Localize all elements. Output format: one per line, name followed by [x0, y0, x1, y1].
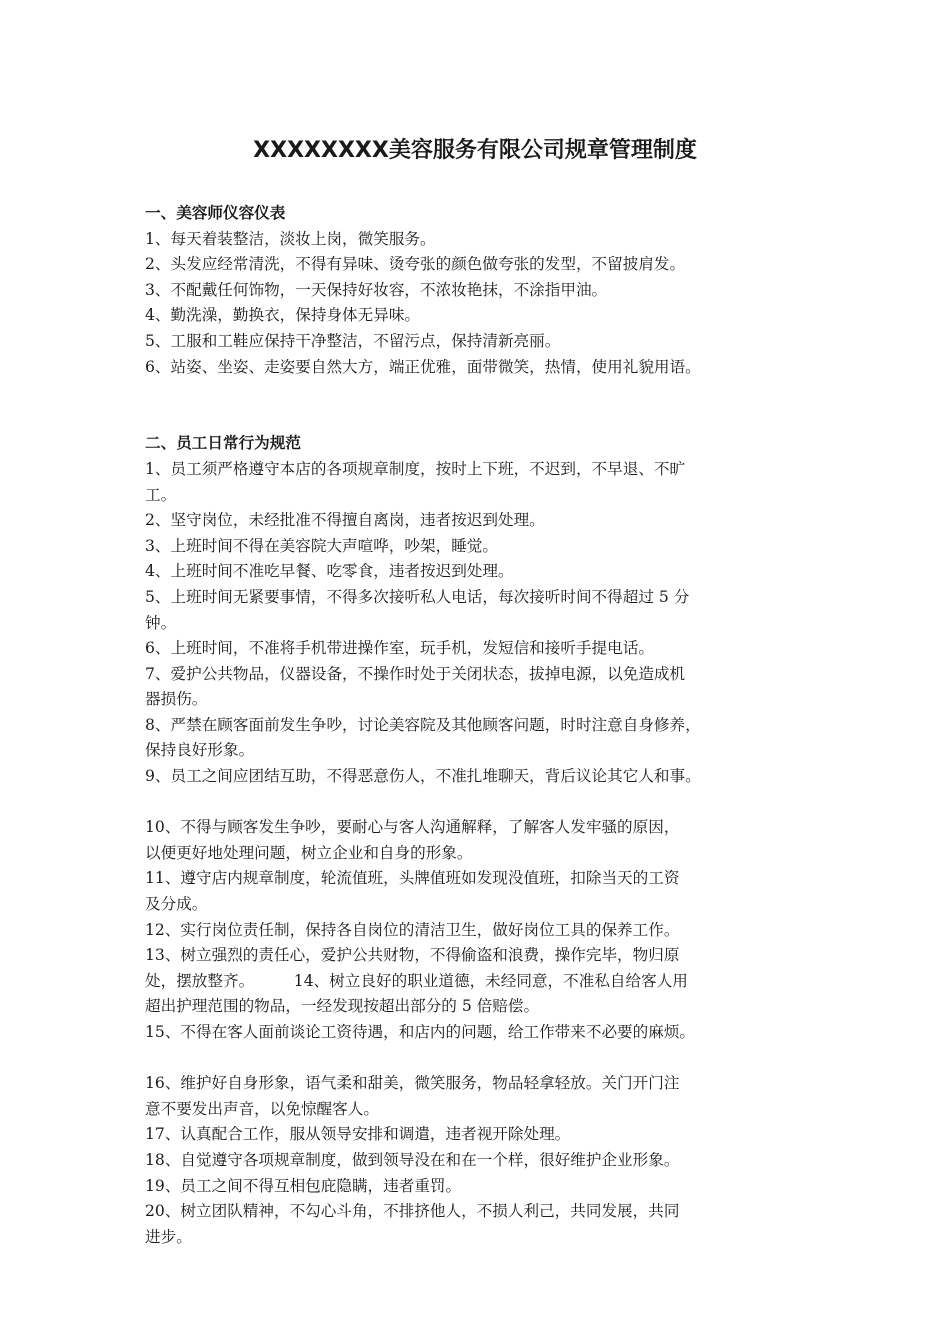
rule-line: 11、遵守店内规章制度，轮流值班，头牌值班如发现没值班，扣除当天的工资: [145, 869, 680, 888]
rule-line: 7、爱护公共物品，仪器设备，不操作时处于关闭状态，拔掉电源，以免造成机: [145, 664, 686, 683]
rule-line: 5、工服和工鞋应保持干净整洁，不留污点，保持清新亮丽。: [145, 331, 561, 350]
rule-line: 20、树立团队精神，不勾心斗角，不排挤他人，不损人利己，共同发展，共同: [145, 1202, 680, 1221]
rule-line: 2、头发应经常清洗，不得有异味、烫夸张的颜色做夸张的发型，不留披肩发。: [145, 255, 686, 274]
rule-line: 4、上班时间不准吃早餐、吃零食，违者按迟到处理。: [145, 562, 514, 581]
rule-line: 意不要发出声音，以免惊醒客人。: [145, 1099, 379, 1118]
rule-line: 1、员工须严格遵守本店的各项规章制度，按时上下班，不迟到，不早退、不旷: [145, 459, 686, 478]
rule-line: 10、不得与顾客发生争吵，要耐心与客人沟通解释，了解客人发牢骚的原因，: [145, 818, 680, 837]
rule-line: 及分成。: [145, 895, 208, 914]
rule-line: 13、树立强烈的责任心，爱护公共财物，不得偷盗和浪费，操作完毕，物归原: [145, 946, 680, 965]
rule-line: 处，摆放整齐。 14、树立良好的职业道德，未经同意，不准私自给客人用: [145, 971, 688, 990]
rule-line: 钟。: [145, 613, 177, 632]
spacer: [145, 380, 825, 431]
spacer: [145, 790, 825, 816]
rule-line: 以便更好地处理问题，树立企业和自身的形象。: [145, 843, 473, 862]
rule-line: 6、站姿、坐姿、走姿要自然大方，端正优雅，面带微笑，热情，使用礼貌用语。: [145, 357, 701, 376]
rule-line: 19、员工之间不得互相包庇隐瞒，违者重罚。: [145, 1176, 462, 1195]
rule-line: 2、坚守岗位，未经批准不得擅自离岗，违者按迟到处理。: [145, 511, 545, 530]
rule-line: 3、上班时间不得在美容院大声喧哗，吵架，睡觉。: [145, 536, 498, 555]
rule-line: 5、上班时间无紧要事情，不得多次接听私人电话，每次接听时间不得超过 5 分: [145, 587, 690, 606]
rule-line: 8、严禁在顾客面前发生争吵，讨论美容院及其他顾客问题，时时注意自身修养，: [145, 715, 701, 734]
document-title: XXXXXXXX美容服务有限公司规章管理制度: [253, 138, 697, 163]
rule-line: 工。: [145, 485, 177, 504]
rule-line: 15、不得在客人面前谈论工资待遇，和店内的问题，给工作带来不必要的麻烦。: [145, 1023, 696, 1041]
rule-line: 进步。: [145, 1227, 192, 1246]
rule-line: 器损伤。: [145, 690, 208, 709]
document-body: [145, 201, 825, 1250]
rule-line: 18、自觉遵守各项规章制度，做到领导没在和在一个样，很好维护企业形象。: [145, 1150, 680, 1169]
rule-line: 1、每天着装整洁，淡妆上岗，微笑服务。: [145, 229, 436, 248]
spacer: [145, 1046, 825, 1072]
section-heading-conduct: 二、员工日常行为规范: [145, 434, 301, 453]
rule-line: 3、不配戴任何饰物，一天保持好妆容，不浓妆艳抹，不涂指甲油。: [145, 280, 608, 299]
rule-line: 保持良好形象。: [145, 741, 255, 760]
rule-line: 4、勤洗澡，勤换衣，保持身体无异味。: [145, 306, 421, 325]
rule-line: 6、上班时间，不准将手机带进操作室，玩手机，发短信和接听手提电话。: [145, 639, 654, 658]
rule-line: 超出护理范围的物品，一经发现按超出部分的 5 倍赔偿。: [145, 997, 540, 1016]
rule-line: 12、实行岗位责任制，保持各自岗位的清洁卫生，做好岗位工具的保养工作。: [145, 920, 680, 939]
rule-line: 9、员工之间应团结互助，不得恶意伤人，不准扎堆聊天，背后议论其它人和事。: [145, 767, 701, 786]
rule-line: 16、维护好自身形象，语气柔和甜美，微笑服务，物品轻拿轻放。关门开门注: [145, 1074, 680, 1093]
section-heading-appearance: 一、美容师仪容仪表: [145, 204, 286, 222]
rule-line: 17、认真配合工作，服从领导安排和调遣，违者视开除处理。: [145, 1125, 571, 1144]
